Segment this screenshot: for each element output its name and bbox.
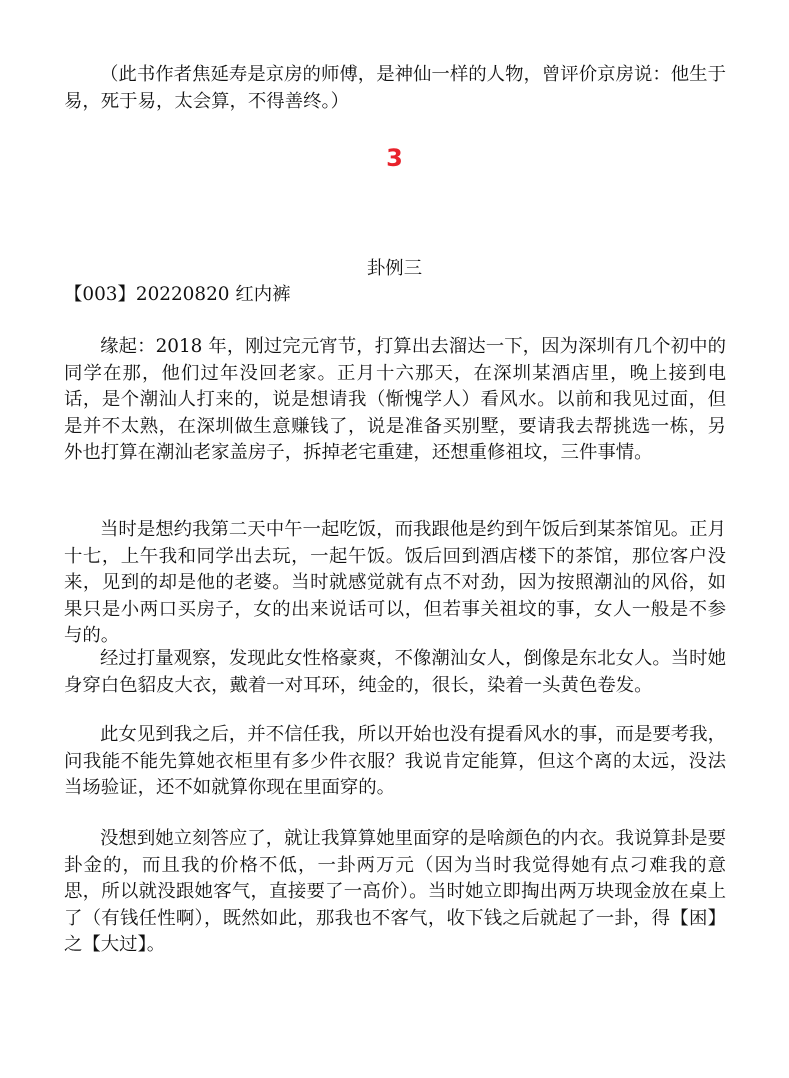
paragraph-text: 经过打量观察，发现此女性格豪爽，不像潮汕女人，倒像是东北女人。当时她身穿白色貂皮大衣，戴着一对耳环，纯金的，很长，染着一头黄色卷发。 — [64, 648, 726, 696]
paragraph-meeting — [64, 517, 726, 650]
paragraph-text: 此女见到我之后，并不信任我，所以开始也没有提看风水的事，而是要考我，问我能不能先算她衣柜里有多少件衣服？我说肯定能算，但这个离的太远，没法当场验证，还不如就算你现在里面穿的。 — [64, 724, 726, 798]
paragraph-divination — [64, 826, 726, 959]
case-title: 卦例三 — [366, 258, 423, 279]
chapter-number: 3 — [386, 144, 403, 172]
paragraph-test — [64, 722, 726, 802]
case-id-line: 【003】20220820 红内裤 — [64, 284, 291, 305]
intro-note-paragraph — [64, 62, 726, 115]
paragraph-text: 没想到她立刻答应了，就让我算算她里面穿的是啥颜色的内衣。我说算卦是要卦金的，而且我的价格不低，一卦两万元（因为当时我觉得她有点刁难我的意思，所以就没跟她客气，直接要了一高价）。当时她立即掏出两万块现金放在桌上了（有钱任性啊），既然如此，那我也不客气，收下钱之后就起了一卦，得【困】之【大过】。 — [64, 828, 726, 955]
paragraph-origin — [64, 334, 726, 467]
paragraph-text: 缘起：2018 年，刚过完元宵节，打算出去溜达一下，因为深圳有几个初中的同学在那，他们过年没回老家。正月十六那天，在深圳某酒店里，晚上接到电话，是个潮汕人打来的，说是想请我（惭愧学人）看风水。以前和我见过面，但是并不太熟，在深圳做生意赚钱了，说是准备买别墅，要请我去帮挑选一栋，另外也打算在潮汕老家盖房子，拆掉老宅重建，还想重修祖坟，三件事情。 — [64, 336, 726, 463]
paragraph-observation — [64, 646, 726, 699]
intro-note-text: （此书作者焦延寿是京房的师傅，是神仙一样的人物，曾评价京房说：他生于易，死于易，太会算，不得善终。） — [64, 64, 726, 112]
paragraph-text: 当时是想约我第二天中午一起吃饭，而我跟他是约到午饭后到某茶馆见。正月十七，上午我和同学出去玩，一起午饭。饭后回到酒店楼下的茶馆，那位客户没来，见到的却是他的老婆。当时就感觉就有点不对劲，因为按照潮汕的风俗，如果只是小两口买房子，女的出来说话可以，但若事关祖坟的事，女人一般是不参与的。 — [64, 519, 726, 646]
